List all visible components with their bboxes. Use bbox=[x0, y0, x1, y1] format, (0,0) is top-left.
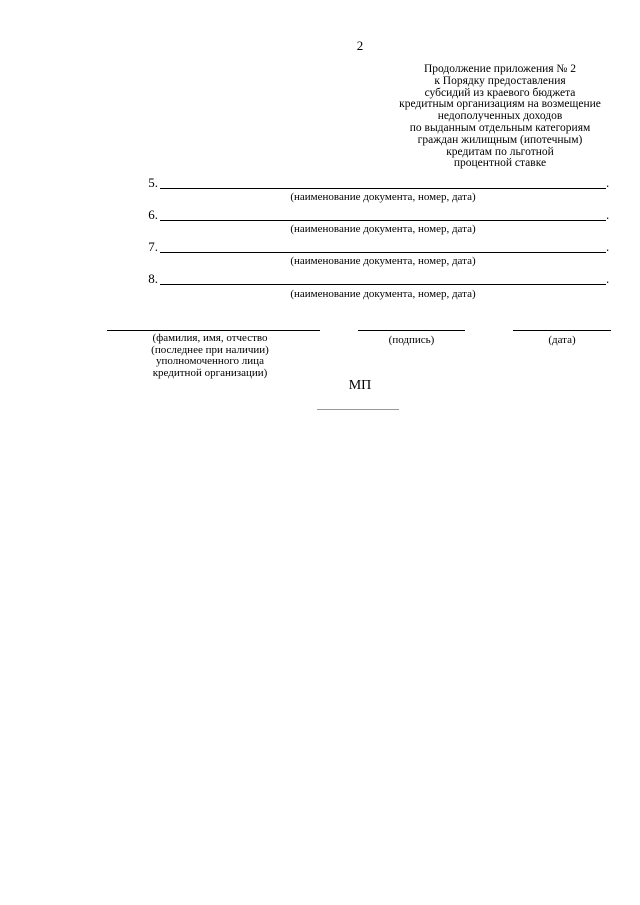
name-caption-line: (последнее при наличии) bbox=[151, 343, 269, 356]
name-caption-line: (фамилия, имя, отчество bbox=[152, 332, 268, 344]
header-line: Продолжение приложения № 2 bbox=[423, 63, 577, 75]
row-number: 6. bbox=[148, 207, 158, 222]
header-line: граждан жилищным (ипотечным) bbox=[417, 133, 583, 146]
stamp-label: МП bbox=[348, 378, 372, 393]
header-line: недополученных доходов bbox=[437, 110, 563, 123]
signature-line bbox=[358, 330, 465, 331]
fill-line bbox=[160, 252, 606, 253]
fill-line bbox=[160, 220, 606, 221]
row-end-mark: . bbox=[606, 239, 610, 254]
row-end-mark: . bbox=[606, 271, 610, 286]
row-end-mark: . bbox=[606, 207, 610, 222]
date-caption: (дата) bbox=[548, 334, 576, 346]
row-number: 5. bbox=[148, 175, 158, 190]
appendix-header bbox=[388, 64, 612, 170]
row-caption: (наименование документа, номер, дата) bbox=[290, 223, 476, 235]
row-caption: (наименование документа, номер, дата) bbox=[290, 191, 476, 203]
row-end-mark: . bbox=[606, 175, 610, 190]
signature-caption: (подпись) bbox=[388, 334, 435, 346]
row-caption: (наименование документа, номер, дата) bbox=[290, 288, 476, 300]
header-line: по выданным отдельным категориям bbox=[409, 121, 591, 134]
fill-line bbox=[160, 284, 606, 285]
header-line: кредитным организациям на возмещение bbox=[399, 98, 601, 111]
name-caption-line: кредитной организации) bbox=[152, 366, 268, 379]
name-signature-line bbox=[107, 330, 320, 331]
header-line: субсидий из краевого бюджета bbox=[424, 86, 576, 99]
page-number: 2 bbox=[356, 38, 364, 53]
header-line: кредитам по льготной bbox=[446, 145, 554, 158]
row-number: 7. bbox=[148, 239, 158, 254]
header-line: к Порядку предоставления bbox=[434, 74, 566, 87]
row-caption: (наименование документа, номер, дата) bbox=[290, 255, 476, 267]
fill-line bbox=[160, 188, 606, 189]
name-caption bbox=[130, 333, 290, 379]
name-caption-line: уполномоченного лица bbox=[156, 355, 264, 367]
date-line bbox=[513, 330, 611, 331]
header-line: процентной ставке bbox=[453, 157, 547, 170]
row-number: 8. bbox=[148, 271, 158, 286]
end-rule bbox=[317, 409, 399, 410]
